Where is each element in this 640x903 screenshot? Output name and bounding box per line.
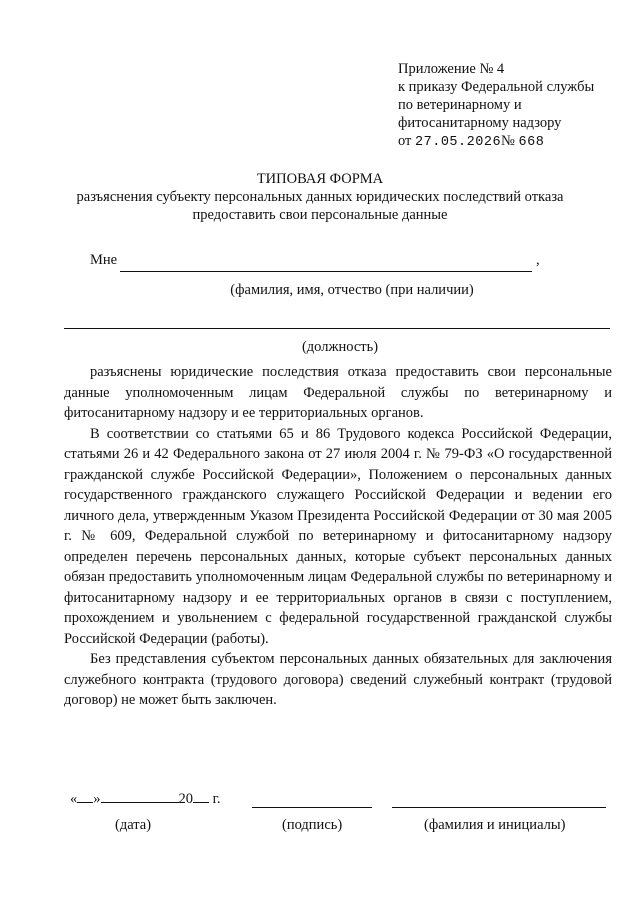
day-blank [77, 788, 93, 803]
appendix-block [398, 60, 628, 152]
number-label: № [501, 133, 515, 149]
title-sub-2: предоставить свои персональные данные [192, 207, 448, 223]
position-caption: (должность) [301, 339, 379, 355]
title-main: ТИПОВАЯ ФОРМА [256, 171, 384, 187]
order-date: 27.05.2026 [415, 135, 502, 150]
position-fill-line [64, 328, 610, 329]
appendix-order-ref-2: по ветеринарному и [398, 97, 522, 113]
paragraph-3: Без представления субъектом персональных данных обязательных для заключения служебного контракта (трудового договора) сведений служебный контракт (трудовой договор) не может быть заключен. [64, 651, 612, 708]
from-label: от [398, 133, 412, 149]
appendix-order-ref-3: фитосанитарному надзору [398, 115, 562, 131]
name-caption: (фамилия и инициалы) [424, 817, 566, 833]
form-title [0, 170, 640, 224]
title-sub-1: разъяснения субъекту персональных данных юридических последствий отказа [76, 189, 564, 205]
fio-caption: (фамилия, имя, отчество (при наличии) [230, 282, 474, 298]
body-text [64, 362, 612, 711]
year-prefix: 20 [178, 791, 193, 807]
date-caption: (дата) [115, 817, 152, 833]
appendix-date-line [398, 132, 628, 152]
month-blank [101, 788, 179, 803]
quote-open: « [70, 791, 78, 807]
fio-fill-line [120, 271, 532, 272]
name-fill-line [392, 807, 606, 808]
mne-label: Мне [90, 252, 118, 268]
paragraph-2: В соответствии со статьями 65 и 86 Трудового кодекса Российской Федерации, статьями 26 и 42 Федерального закона от 27 июля 2004 г. № 79-ФЗ «О государственной гражданской службе Российской Федерации», Положением о персональных данных государственного гражданского служащего Российской Федерации и ведении его личного дела, утвержденным Указом Президента Российской Федерации от 30 мая 2005 г. № 609, Федеральной службой по ветеринарному и фитосанитарному надзору определен перечень персональных данных, которые субъект персональных данных обязан предоставить уполномоченным лицам Федеральной службы по ветеринарному и фитосанитарному надзору и ее территориальных органов в связи с поступлением, прохождением и увольнением с федеральной государственной гражданской службы Российской Федерации (работы). [64, 425, 612, 647]
fio-comma: , [536, 252, 540, 268]
sign-caption: (подпись) [282, 817, 343, 833]
signature-fill-line [252, 807, 372, 808]
quote-close: » [93, 791, 101, 807]
year-blank [193, 788, 209, 803]
appendix-order-ref: к приказу Федеральной службы [398, 79, 595, 95]
signature-date [70, 788, 221, 808]
paragraph-1: разъяснены юридические последствия отказа предоставить свои персональные данные уполномоченным лицам Федеральной службы по ветеринарному и фитосанитарному надзору и ее территориальных органов. [64, 364, 612, 421]
order-number: 668 [518, 135, 545, 150]
year-suffix: г. [212, 791, 221, 807]
appendix-number: Приложение № 4 [398, 61, 505, 77]
